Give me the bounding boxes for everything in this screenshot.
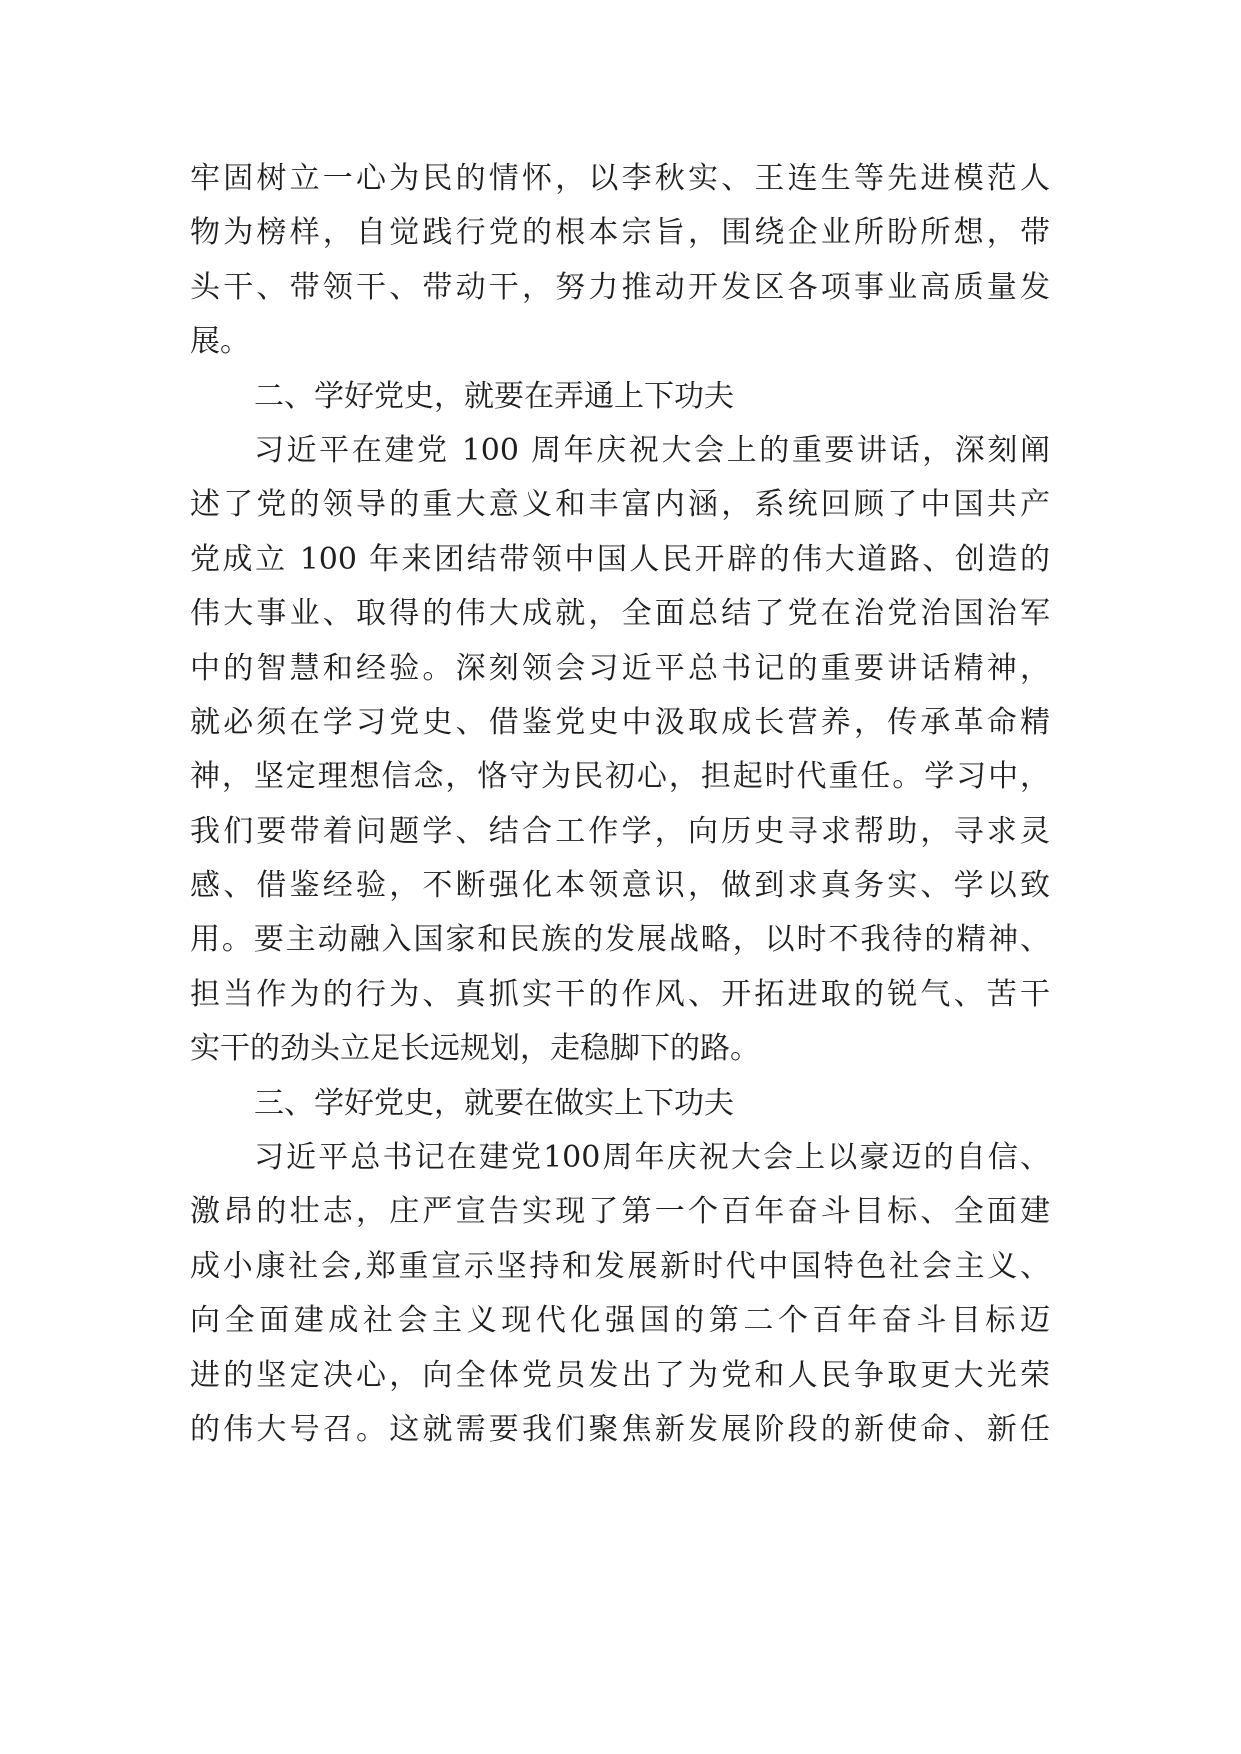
text-line: 的伟大号召。这就需要我们聚焦新发展阶段的新使命、新任 — [190, 1411, 1050, 1447]
text-line: 向全面建成社会主义现代化强国的第二个百年奋斗目标迈 — [190, 1303, 1050, 1339]
document-body — [190, 152, 1050, 1457]
text-line: 二、学好党史，就要在弄通上下功夫 — [254, 378, 734, 414]
text-line: 用。要主动融入国家和民族的发展战略，以时不我待的精神、 — [190, 922, 1050, 958]
text-line: 我们要带着问题学、结合工作学，向历史寻求帮助，寻求灵 — [190, 813, 1050, 849]
text-line: 成小康社会,郑重宣示坚持和发展新时代中国特色社会主义、 — [190, 1248, 1050, 1284]
text-line: 三、学好党史，就要在做实上下功夫 — [254, 1085, 734, 1121]
text-line: 物为榜样，自觉践行党的根本宗旨，围绕企业所盼所想，带 — [190, 215, 1050, 251]
text-line: 展。 — [190, 324, 250, 360]
text-line: 担当作为的行为、真抓实干的作风、开拓进取的锐气、苦干 — [190, 976, 1050, 1012]
text-line: 激昂的壮志，庄严宣告实现了第一个百年奋斗目标、全面建 — [190, 1194, 1050, 1230]
text-line: 头干、带领干、带动干，努力推动开发区各项事业高质量发 — [190, 269, 1050, 305]
text-line: 牢固树立一心为民的情怀，以李秋实、王连生等先进模范人 — [190, 161, 1050, 196]
text-line: 就必须在学习党史、借鉴党史中汲取成长营养，传承革命精 — [190, 704, 1050, 740]
text-line: 伟大事业、取得的伟大成就，全面总结了党在治党治国治军 — [190, 596, 1050, 632]
text-line: 习近平在建党 100 周年庆祝大会上的重要讲话，深刻阐 — [254, 432, 1050, 468]
text-line: 实干的劲头立足长远规划，走稳脚下的路。 — [190, 1031, 760, 1067]
text-line: 习近平总书记在建党100周年庆祝大会上以豪迈的自信、 — [254, 1140, 1050, 1176]
text-line: 述了党的领导的重大意义和丰富内涵，系统回顾了中国共产 — [190, 487, 1050, 523]
text-line: 党成立 100 年来团结带领中国人民开辟的伟大道路、创造的 — [190, 541, 1050, 577]
text-line: 感、借鉴经验，不断强化本领意识，做到求真务实、学以致 — [190, 868, 1050, 904]
text-line: 中的智慧和经验。深刻领会习近平总书记的重要讲话精神， — [190, 650, 1050, 686]
text-line: 进的坚定决心，向全体党员发出了为党和人民争取更大光荣 — [190, 1357, 1050, 1393]
text-line: 神，坚定理想信念，恪守为民初心，担起时代重任。学习中， — [190, 759, 1050, 795]
